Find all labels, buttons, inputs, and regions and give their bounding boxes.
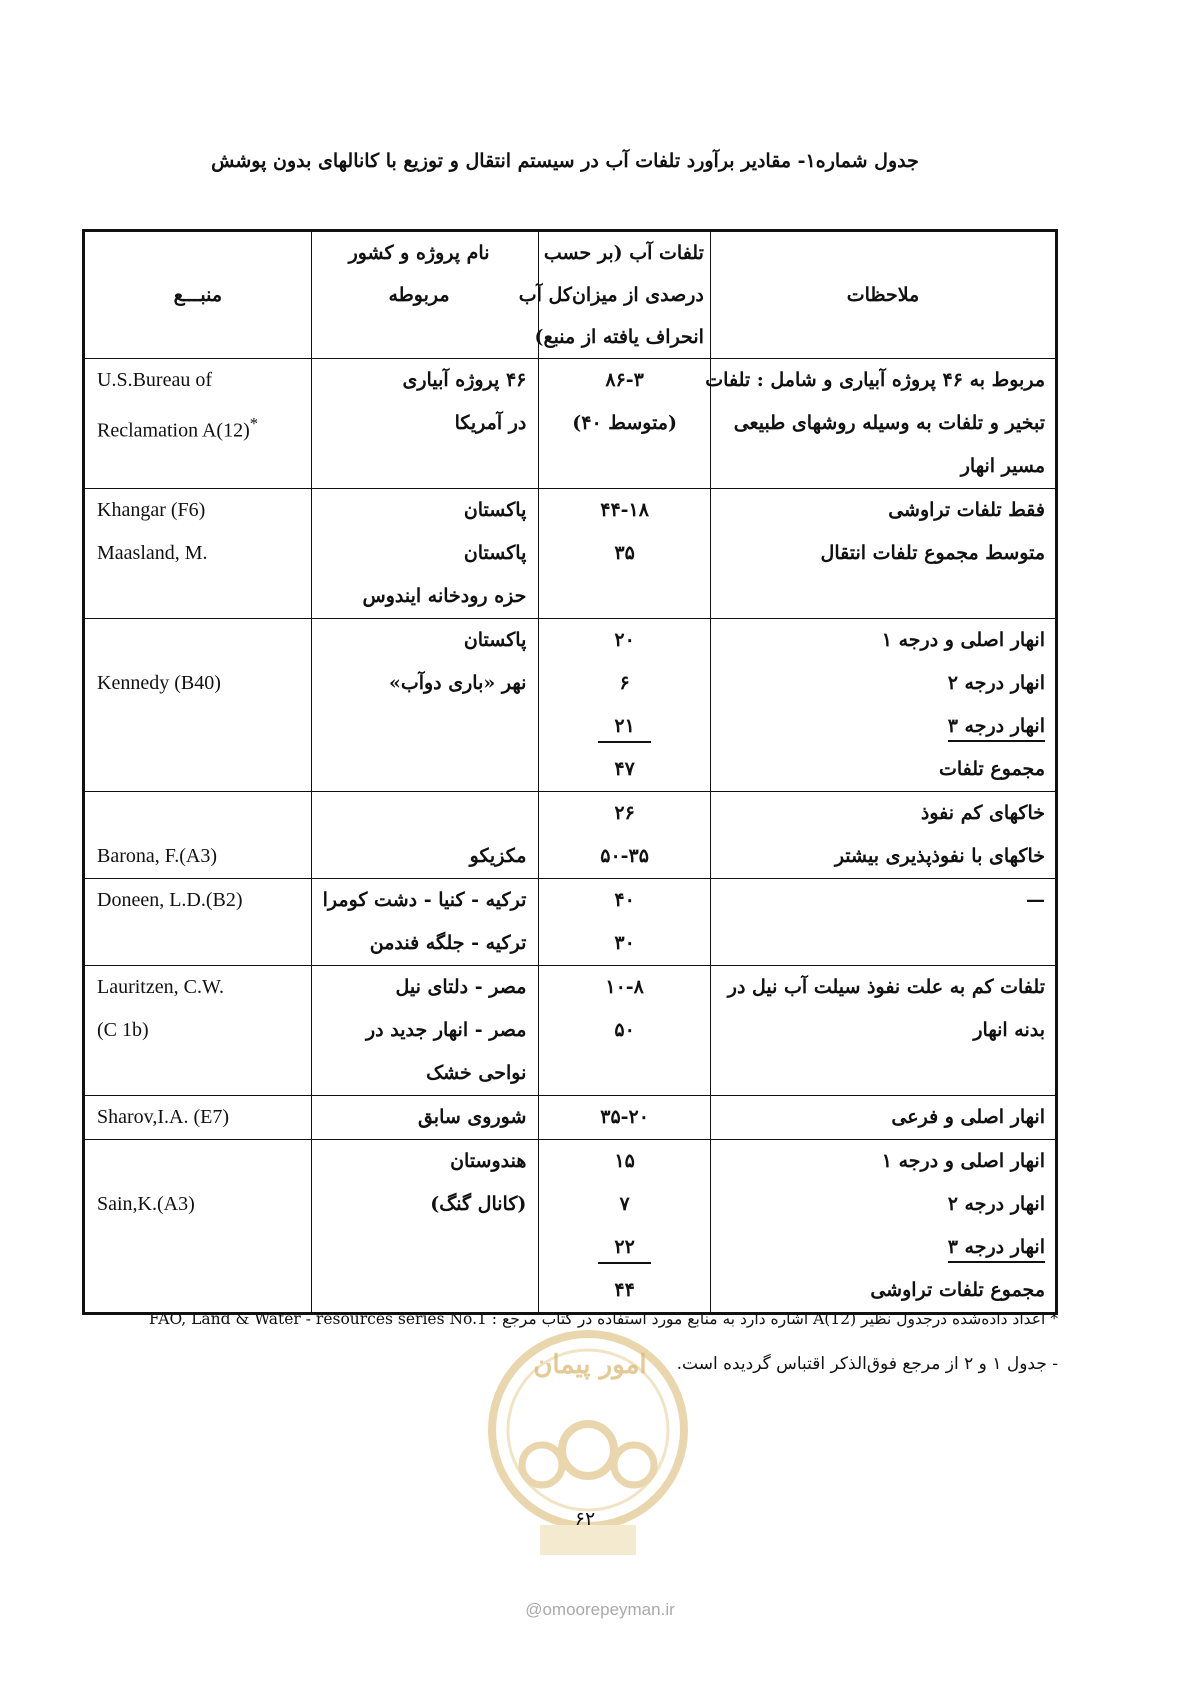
table-row xyxy=(84,359,1057,489)
source-line: Lauritzen, C.W. xyxy=(97,976,225,998)
loss-value: (متوسط ۴۰) xyxy=(572,412,677,434)
cell-notes xyxy=(710,1096,1056,1140)
table-row xyxy=(84,792,1057,879)
loss-value: ۲۰ xyxy=(614,629,635,651)
loss-subtotal-text: ۲۱ xyxy=(598,715,650,743)
project-line: شوروی سابق xyxy=(417,1106,527,1128)
project-line: ترکیه - کنیا - دشت کومرا xyxy=(322,889,527,911)
cell-notes xyxy=(710,1140,1056,1314)
cell-loss xyxy=(539,792,711,879)
project-line: پاکستان xyxy=(463,629,527,651)
loss-total: ۴۷ xyxy=(614,758,635,780)
cell-notes xyxy=(710,879,1056,966)
table-header-row xyxy=(84,231,1057,359)
source-line: Doneen, L.D.(B2) xyxy=(97,889,243,911)
source-line: Maasland, M. xyxy=(97,542,208,564)
notes-line: انهار درجه ۲ xyxy=(947,672,1045,694)
cell-source xyxy=(84,619,312,792)
header-loss-line: تلفات آب (بر حسب xyxy=(543,242,704,264)
cell-project xyxy=(311,489,539,619)
table-row xyxy=(84,966,1057,1096)
project-line: پاکستان xyxy=(463,542,527,564)
project-line: هندوستان xyxy=(450,1150,527,1172)
notes-line: متوسط مجموع تلفات انتقال xyxy=(820,542,1045,564)
loss-value xyxy=(539,705,710,748)
source-text: Reclamation A(12) xyxy=(97,419,250,442)
source-line xyxy=(85,1140,311,1183)
cell-project xyxy=(311,619,539,792)
notes-line: انهار درجه ۲ xyxy=(947,1193,1045,1215)
footnote-note: - جدول ۱ و ۲ از مرجع فوق‌الذکر اقتباس گردیده است. xyxy=(676,1354,1058,1374)
table-title: جدول شماره۱- مقادیر برآورد تلفات آب در سیستم انتقال و توزیع با کانالهای بدون پوشش xyxy=(211,150,919,172)
cell-loss xyxy=(539,1140,711,1314)
footnote-mark: * xyxy=(249,414,259,433)
table-row xyxy=(84,879,1057,966)
notes-line: مجموع تلفات xyxy=(938,758,1045,780)
cell-project xyxy=(311,792,539,879)
project-line: پاکستان xyxy=(463,499,527,521)
cell-project xyxy=(311,966,539,1096)
notes-line: مسیر انهار xyxy=(960,455,1045,477)
cell-loss xyxy=(539,619,711,792)
cell-project xyxy=(311,879,539,966)
loss-value: ۸۶-۳ xyxy=(605,369,644,391)
project-line: در آمریکا xyxy=(454,412,527,434)
loss-value: ۳۰ xyxy=(614,932,635,954)
source-line: Barona, F.(A3) xyxy=(97,845,218,867)
table-row xyxy=(84,489,1057,619)
cell-source xyxy=(84,792,312,879)
table-row xyxy=(84,1096,1057,1140)
cell-loss xyxy=(539,359,711,489)
water-loss-table xyxy=(82,229,1058,1315)
header-source xyxy=(84,231,312,359)
source-line: Khangar (F6) xyxy=(97,499,206,521)
header-loss xyxy=(518,231,711,359)
project-line: حزه رودخانه ایندوس xyxy=(362,585,527,607)
loss-value: ۱۰-۸ xyxy=(605,976,644,998)
notes-underlined-text: انهار درجه ۳ xyxy=(948,715,1045,742)
cell-project xyxy=(311,1140,539,1314)
header-source-label: منبـــع xyxy=(173,284,223,306)
header-project xyxy=(311,231,539,359)
notes-line: مجموع تلفات تراوشی xyxy=(870,1279,1045,1301)
loss-value: ۴۴-۱۸ xyxy=(600,499,649,521)
notes-line: تلفات کم به علت نفوذ سیلت آب نیل در xyxy=(727,976,1045,998)
header-project-line: نام پروژه و کشور xyxy=(348,242,490,264)
notes-line xyxy=(711,1226,1055,1269)
notes-underlined-text: انهار درجه ۳ xyxy=(948,1236,1045,1263)
loss-value: ۶ xyxy=(619,672,630,694)
project-line: نواحی خشک xyxy=(426,1062,527,1084)
cell-loss xyxy=(539,966,711,1096)
notes-line: بدنه انهار xyxy=(973,1019,1045,1041)
cell-notes xyxy=(710,792,1056,879)
project-line xyxy=(312,792,539,835)
source-line xyxy=(85,792,311,835)
notes-line: خاکهای با نفوذپذیری بیشتر xyxy=(834,845,1045,867)
notes-line: انهار اصلی و درجه ۱ xyxy=(881,629,1045,651)
cell-loss xyxy=(539,489,711,619)
project-line: ۴۶ پروژه آبیاری xyxy=(402,369,527,391)
cell-notes xyxy=(710,489,1056,619)
footnote-source: * اعداد داده‌شده درجدول نظیر A(12) اشاره دارد به منابع مورد استفاده در کتاب مرجع : FAO, Land & Water - resources series No.1 xyxy=(148,1310,1058,1328)
header-project-line: مربوطه xyxy=(388,284,450,306)
cell-notes xyxy=(710,619,1056,792)
loss-value: ۷ xyxy=(619,1193,630,1215)
page-number: ۶۲ xyxy=(574,1508,596,1530)
watermark-url: @omoorepeyman.ir xyxy=(525,1600,675,1619)
cell-source xyxy=(84,966,312,1096)
table-row xyxy=(84,1140,1057,1314)
source-line xyxy=(85,402,311,445)
cell-source xyxy=(84,1140,312,1314)
project-line: مصر - انهار جدید در xyxy=(365,1019,527,1041)
source-line: Kennedy (B40) xyxy=(97,672,221,694)
project-line: ترکیه - جلگه فندمن xyxy=(369,932,527,954)
cell-source xyxy=(84,879,312,966)
notes-line: فقط تلفات تراوشی xyxy=(888,499,1045,521)
watermark-text: امور پیمان xyxy=(533,1350,647,1380)
cell-loss xyxy=(539,1096,711,1140)
notes-dash: — xyxy=(1026,889,1045,911)
loss-value xyxy=(539,1226,710,1269)
notes-line: خاکهای کم نفوذ xyxy=(920,802,1045,824)
loss-value: ۴۰ xyxy=(614,889,635,911)
source-line: (C 1b) xyxy=(97,1019,149,1041)
header-notes-label: ملاحظات xyxy=(846,284,920,306)
source-line: Sain,K.(A3) xyxy=(97,1193,195,1215)
project-line: (کانال گنگ) xyxy=(430,1193,527,1215)
project-line: مکزیکو xyxy=(469,845,527,867)
header-notes xyxy=(710,231,1056,359)
loss-value: ۳۵-۲۰ xyxy=(600,1106,649,1128)
loss-total: ۴۴ xyxy=(614,1279,635,1301)
cell-source xyxy=(84,489,312,619)
notes-line: انهار اصلی و درجه ۱ xyxy=(881,1150,1045,1172)
loss-subtotal-text: ۲۲ xyxy=(598,1236,650,1264)
notes-line: مربوط به ۴۶ پروژه آبیاری و شامل : تلفات xyxy=(705,369,1045,391)
loss-value: ۵۰ xyxy=(614,1019,635,1041)
table-row xyxy=(84,619,1057,792)
cell-project xyxy=(311,1096,539,1140)
cell-source xyxy=(84,359,312,489)
cell-notes xyxy=(710,966,1056,1096)
project-line: مصر - دلتای نیل xyxy=(395,976,527,998)
loss-value: ۲۶ xyxy=(614,802,635,824)
cell-project xyxy=(311,359,539,489)
source-line: Sharov,I.A. (E7) xyxy=(97,1106,230,1128)
loss-value: ۳۵ xyxy=(614,542,635,564)
cell-source xyxy=(84,1096,312,1140)
header-loss-line: انحراف یافته از منبع) xyxy=(534,326,704,348)
header-loss-line: درصدی از میزان‌کل آب xyxy=(518,284,704,306)
notes-line: انهار اصلی و فرعی xyxy=(891,1106,1045,1128)
project-line: نهر «باری دوآب» xyxy=(388,672,527,694)
notes-line: تبخیر و تلفات به وسیله روشهای طبیعی xyxy=(733,412,1045,434)
loss-value: ۱۵ xyxy=(614,1150,635,1172)
source-line xyxy=(85,619,311,662)
source-line: U.S.Bureau of xyxy=(97,369,212,391)
loss-value: ۵۰-۳۵ xyxy=(600,845,649,867)
notes-line xyxy=(711,705,1055,748)
cell-notes xyxy=(705,359,1056,489)
cell-loss xyxy=(539,879,711,966)
